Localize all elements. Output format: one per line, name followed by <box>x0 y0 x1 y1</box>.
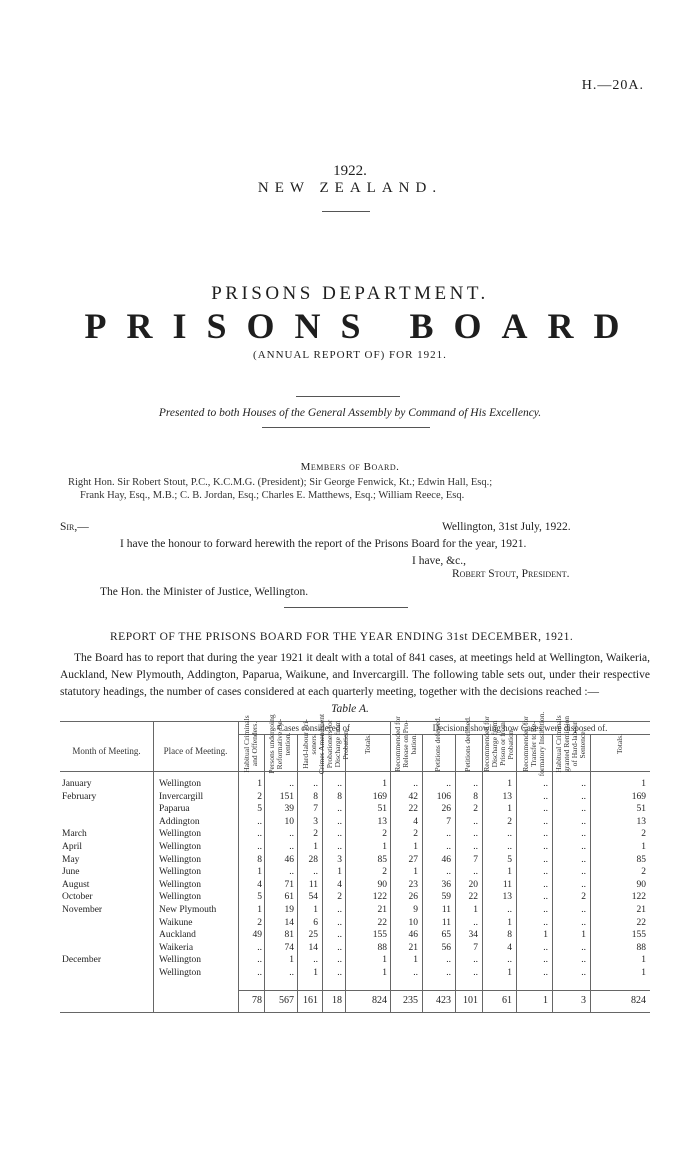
row-value: .. <box>289 968 294 978</box>
row-value: .. <box>543 867 548 878</box>
row-value: 74 <box>284 942 294 953</box>
row-place: Paparua <box>159 804 190 815</box>
row-value: 4 <box>337 879 342 890</box>
row-value: 2 <box>257 791 262 802</box>
row-value: 90 <box>377 879 387 890</box>
row-value: 8 <box>313 791 318 802</box>
row-value: 10 <box>408 917 418 928</box>
row-value: 11 <box>308 879 318 890</box>
col-header-hard-labour: Hard-labour Pri- soners. <box>301 719 318 769</box>
total-value: 235 <box>403 995 418 1006</box>
row-value: 61 <box>284 892 294 903</box>
total-value: 61 <box>502 995 512 1006</box>
row-value: 1 <box>257 867 262 878</box>
row-value: 13 <box>502 892 512 903</box>
row-value: .. <box>581 829 586 840</box>
col-divider <box>482 734 483 1012</box>
row-value: .. <box>543 892 548 903</box>
row-place: Wellington <box>159 968 201 978</box>
col-header-petitions-deferred: Petitions deferred. <box>433 716 442 772</box>
row-value: 2 <box>313 829 318 840</box>
row-place: Addington <box>159 816 200 827</box>
row-value: 9 <box>413 905 418 915</box>
row-value: 39 <box>284 804 294 815</box>
row-value: 1 <box>507 804 512 815</box>
row-value: 1 <box>313 968 318 978</box>
row-value: .. <box>543 816 548 827</box>
row-month: August <box>62 879 90 890</box>
row-value: 13 <box>502 791 512 802</box>
total-value: 824 <box>631 995 646 1006</box>
row-value: 8 <box>507 930 512 941</box>
row-value: 2 <box>382 829 387 840</box>
row-value: .. <box>581 968 586 978</box>
row-value: .. <box>581 867 586 878</box>
row-value: 65 <box>441 930 451 941</box>
row-place: Wellington <box>159 955 201 966</box>
group-header-decisions: Decisions showing how Cases were disposed of. <box>432 723 608 733</box>
row-value: 1 <box>313 905 318 915</box>
row-value: .. <box>543 829 548 840</box>
row-value: 27 <box>408 854 418 865</box>
row-value: .. <box>289 779 294 789</box>
row-value: .. <box>257 816 262 827</box>
col-divider <box>153 721 154 1012</box>
row-month: April <box>62 842 83 852</box>
total-value: 161 <box>303 995 318 1006</box>
total-value: 3 <box>581 995 586 1006</box>
row-value: 49 <box>252 930 262 941</box>
row-value: .. <box>473 829 478 840</box>
row-place: Waikeria <box>159 942 194 953</box>
row-value: 151 <box>279 791 294 802</box>
row-value: .. <box>543 779 548 789</box>
row-value: 22 <box>377 917 387 928</box>
report-subtitle: (ANNUAL REPORT OF) FOR 1921. <box>253 349 447 361</box>
row-month: March <box>62 829 87 840</box>
total-value: 423 <box>436 995 451 1006</box>
row-place: Wellington <box>159 892 201 903</box>
row-value: 85 <box>377 854 387 865</box>
row-value: 1 <box>289 955 294 966</box>
row-value: 21 <box>636 905 646 915</box>
row-value: 1 <box>313 842 318 852</box>
row-value: .. <box>543 879 548 890</box>
row-value: 85 <box>636 854 646 865</box>
row-value: 3 <box>337 854 342 865</box>
row-value: 7 <box>313 804 318 815</box>
row-month: October <box>62 892 93 903</box>
row-value: 71 <box>284 879 294 890</box>
row-value: 1 <box>382 968 387 978</box>
col-header-reformative: Persons undergoing Reformative De- tention. <box>267 714 292 774</box>
row-value: .. <box>543 842 548 852</box>
row-place: Wellington <box>159 829 201 840</box>
row-month: December <box>62 955 102 966</box>
row-value: 11 <box>502 879 512 890</box>
row-value: .. <box>581 955 586 966</box>
row-place: Wellington <box>159 854 201 865</box>
row-value: .. <box>473 968 478 978</box>
row-month: January <box>62 779 92 789</box>
row-value: 1 <box>641 842 646 852</box>
row-value: 88 <box>377 942 387 953</box>
row-value: .. <box>581 816 586 827</box>
row-value: 1 <box>641 779 646 789</box>
row-value: .. <box>581 854 586 865</box>
row-value: 1 <box>507 867 512 878</box>
row-value: 1 <box>413 842 418 852</box>
letter-body: I have the honour to forward herewith the report of the Prisons Board for the year, 1921. <box>120 538 527 550</box>
row-value: 1 <box>543 930 548 941</box>
row-value: 34 <box>468 930 478 941</box>
row-value: .. <box>337 917 342 928</box>
row-value: .. <box>313 955 318 966</box>
row-value: 8 <box>473 791 478 802</box>
row-value: 28 <box>308 854 318 865</box>
row-place: Wellington <box>159 879 201 890</box>
total-value: 824 <box>372 995 387 1006</box>
row-value: 7 <box>473 942 478 953</box>
row-value: .. <box>337 816 342 827</box>
row-value: 1 <box>257 905 262 915</box>
row-value: 51 <box>377 804 387 815</box>
row-value: 14 <box>308 942 318 953</box>
publication-year: 1922. <box>333 163 367 179</box>
row-value: 26 <box>408 892 418 903</box>
row-value: .. <box>337 905 342 915</box>
row-value: .. <box>473 779 478 789</box>
row-value: 23 <box>408 879 418 890</box>
row-value: .. <box>543 791 548 802</box>
row-value: .. <box>581 879 586 890</box>
row-value: 2 <box>473 804 478 815</box>
row-value: 1 <box>257 779 262 789</box>
row-value: 22 <box>408 804 418 815</box>
row-value: 1 <box>473 905 478 915</box>
total-value: 78 <box>252 995 262 1006</box>
col-header-remission: Habitual Criminals granted Remission of Hard-labour Sentence. <box>554 715 587 773</box>
total-value: 567 <box>279 995 294 1006</box>
row-value: 1 <box>641 968 646 978</box>
row-value: 11 <box>441 905 451 915</box>
row-value: .. <box>543 854 548 865</box>
row-value: 155 <box>631 930 646 941</box>
row-value: .. <box>446 955 451 966</box>
row-value: 2 <box>413 829 418 840</box>
row-place: Wellington <box>159 779 201 789</box>
board-title: PRISONS BOARD <box>84 306 640 346</box>
row-place: New Plymouth <box>159 905 217 915</box>
row-value: 90 <box>636 879 646 890</box>
row-value: .. <box>446 829 451 840</box>
row-value: .. <box>473 842 478 852</box>
row-value: .. <box>289 867 294 878</box>
col-header-petitions-declined: Petitions declined. <box>463 716 472 772</box>
row-value: 1 <box>413 955 418 966</box>
row-month: November <box>62 905 103 915</box>
row-value: 1 <box>507 779 512 789</box>
row-value: 21 <box>377 905 387 915</box>
row-value: 14 <box>284 917 294 928</box>
letter-salutation: Sir,— <box>60 521 89 533</box>
col-divider <box>422 734 423 1012</box>
row-value: .. <box>413 968 418 978</box>
row-value: 4 <box>413 816 418 827</box>
place-header: Place of Meeting. <box>163 746 228 756</box>
row-value: 42 <box>408 791 418 802</box>
row-value: 1 <box>507 968 512 978</box>
row-value: 54 <box>308 892 318 903</box>
row-value: .. <box>543 905 548 915</box>
row-value: .. <box>337 829 342 840</box>
row-value: .. <box>446 867 451 878</box>
row-value: .. <box>581 791 586 802</box>
letter-signature: Robert Stout, President. <box>452 568 570 580</box>
row-value: .. <box>581 804 586 815</box>
row-value: .. <box>543 917 548 928</box>
row-value: 46 <box>441 854 451 865</box>
row-value: 59 <box>441 892 451 903</box>
total-value: 18 <box>332 995 342 1006</box>
document-reference: H.—20A. <box>581 78 644 93</box>
row-value: 11 <box>441 917 451 928</box>
col-divider <box>590 734 591 1012</box>
row-value: .. <box>473 955 478 966</box>
table-total-rule <box>238 990 650 991</box>
row-value: 46 <box>284 854 294 865</box>
total-value: 1 <box>543 995 548 1006</box>
row-value: 1 <box>413 867 418 878</box>
row-value: .. <box>289 829 294 840</box>
members-heading: Members of Board. <box>300 461 400 473</box>
row-value: 2 <box>507 816 512 827</box>
row-value: .. <box>507 955 512 966</box>
row-value: .. <box>581 842 586 852</box>
row-value: 1 <box>337 867 342 878</box>
row-value: .. <box>581 917 586 928</box>
row-value: 1 <box>382 955 387 966</box>
row-value: .. <box>543 955 548 966</box>
row-month: May <box>62 854 80 865</box>
month-header: Month of Meeting. <box>72 746 141 756</box>
row-value: 106 <box>436 791 451 802</box>
row-value: 122 <box>631 892 646 903</box>
members-line-1: Right Hon. Sir Robert Stout, P.C., K.C.M.G. (President); Sir George Fenwick, Kt.; Edwin Hall, Esq.; <box>68 477 493 488</box>
row-value: .. <box>337 779 342 789</box>
row-place: Wellington <box>159 842 201 852</box>
row-value: .. <box>507 905 512 915</box>
row-value: 5 <box>257 804 262 815</box>
col-header-discharge: Recommended for Discharge from Prison or from Probation. <box>482 716 515 772</box>
row-value: .. <box>337 842 342 852</box>
row-value: .. <box>257 942 262 953</box>
col-divider <box>345 734 346 1012</box>
row-value: .. <box>257 829 262 840</box>
row-place: Auckland <box>159 930 196 941</box>
row-value: 122 <box>372 892 387 903</box>
col-divider <box>390 721 391 1012</box>
col-header-transfer: Recommended for Transfer to Re- formatory Institution. <box>521 711 546 777</box>
row-value: .. <box>446 779 451 789</box>
row-value: 2 <box>337 892 342 903</box>
col-divider <box>516 734 517 1012</box>
row-value: .. <box>473 917 478 928</box>
row-value: 6 <box>313 917 318 928</box>
col-header-release-probation: Recommended for Release on Pro- bation. <box>393 716 418 772</box>
row-value: 1 <box>641 955 646 966</box>
row-month: February <box>62 791 97 802</box>
row-value: .. <box>473 867 478 878</box>
row-value: 2 <box>581 892 586 903</box>
row-value: .. <box>313 779 318 789</box>
row-value: 169 <box>372 791 387 802</box>
letter-date: Wellington, 31st July, 1922. <box>442 521 571 533</box>
row-value: .. <box>581 905 586 915</box>
row-value: .. <box>337 955 342 966</box>
presentation-note: Presented to both Houses of the General Assembly by Command of His Excellency. <box>158 407 542 419</box>
row-value: .. <box>257 842 262 852</box>
row-value: 25 <box>308 930 318 941</box>
row-value: 36 <box>441 879 451 890</box>
department-title: PRISONS DEPARTMENT. <box>211 283 489 304</box>
row-value: .. <box>543 968 548 978</box>
row-value: 2 <box>382 867 387 878</box>
row-value: 56 <box>441 942 451 953</box>
row-value: 7 <box>446 816 451 827</box>
row-value: 2 <box>641 829 646 840</box>
row-value: .. <box>413 779 418 789</box>
row-value: .. <box>507 829 512 840</box>
table-bottom-rule <box>60 1012 650 1013</box>
row-month: June <box>62 867 80 878</box>
row-value: 7 <box>473 854 478 865</box>
row-value: 3 <box>313 816 318 827</box>
letter-closing: I have, &c., <box>412 555 466 567</box>
row-value: .. <box>473 816 478 827</box>
row-value: .. <box>257 955 262 966</box>
col-divider <box>552 734 553 1012</box>
row-value: .. <box>337 930 342 941</box>
row-place: Wellington <box>159 867 201 878</box>
row-value: 155 <box>372 930 387 941</box>
row-value: 21 <box>408 942 418 953</box>
row-value: .. <box>581 942 586 953</box>
row-value: 10 <box>284 816 294 827</box>
row-value: .. <box>337 968 342 978</box>
row-value: .. <box>337 804 342 815</box>
row-value: 2 <box>641 867 646 878</box>
row-place: Invercargill <box>159 791 204 802</box>
row-value: 46 <box>408 930 418 941</box>
col-header-totals-decisions: Totals. <box>615 733 624 755</box>
row-value: .. <box>257 968 262 978</box>
row-value: 8 <box>257 854 262 865</box>
row-value: 5 <box>257 892 262 903</box>
row-value: 1 <box>382 842 387 852</box>
row-value: 88 <box>636 942 646 953</box>
row-value: 13 <box>636 816 646 827</box>
group-header-cases: Cases considered of <box>278 723 350 733</box>
row-value: 19 <box>284 905 294 915</box>
row-value: 22 <box>636 917 646 928</box>
row-place: Waikune <box>159 917 193 928</box>
row-value: 2 <box>257 917 262 928</box>
col-divider <box>264 734 265 1012</box>
row-value: 20 <box>468 879 478 890</box>
row-value: 4 <box>507 942 512 953</box>
row-value: 1 <box>581 930 586 941</box>
col-header-totals-cases: Totals. <box>363 733 372 755</box>
row-value: 4 <box>257 879 262 890</box>
letter-addressee: The Hon. the Minister of Justice, Wellington. <box>100 586 309 598</box>
row-value: 81 <box>284 930 294 941</box>
row-value: .. <box>446 842 451 852</box>
row-value: 1 <box>382 779 387 789</box>
row-value: 8 <box>337 791 342 802</box>
row-value: .. <box>337 942 342 953</box>
table-label: Table A. <box>331 703 369 715</box>
members-line-2: Frank Hay, Esq., M.B.; C. B. Jordan, Esq.; Charles E. Matthews, Esq.; William Reece, Esq. <box>80 490 465 501</box>
col-header-crimes-amendment: Crimes Amendment Probationers for Discharge from Probation. <box>317 713 350 775</box>
row-value: 51 <box>636 804 646 815</box>
country-title: NEW ZEALAND. <box>257 180 443 196</box>
report-paragraph: The Board has to report that during the year 1921 it dealt with a total of 841 cases, at meetings held at Wellington, Waikeria, Auckland, New Plymouth, Addington, Paparua, Waikune, and Invercargill. The following table sets out, under their respective statutory headings, the number of cases considered at each quarterly meeting, together with the decisions reached :— <box>60 652 650 698</box>
row-value: .. <box>507 842 512 852</box>
row-value: 5 <box>507 854 512 865</box>
row-value: 1 <box>507 917 512 928</box>
row-value: .. <box>313 867 318 878</box>
row-value: .. <box>581 779 586 789</box>
row-value: .. <box>289 842 294 852</box>
row-value: 22 <box>468 892 478 903</box>
row-value: 26 <box>441 804 451 815</box>
row-value: .. <box>543 942 548 953</box>
row-value: 169 <box>631 791 646 802</box>
row-value: 13 <box>377 816 387 827</box>
col-header-habitual: Habitual Criminals and Offenders. <box>242 715 259 773</box>
total-value: 101 <box>463 995 478 1006</box>
row-value: .. <box>446 968 451 978</box>
row-value: .. <box>543 804 548 815</box>
report-heading: REPORT OF THE PRISONS BOARD FOR THE YEAR ENDING 31st DECEMBER, 1921. <box>110 631 574 643</box>
